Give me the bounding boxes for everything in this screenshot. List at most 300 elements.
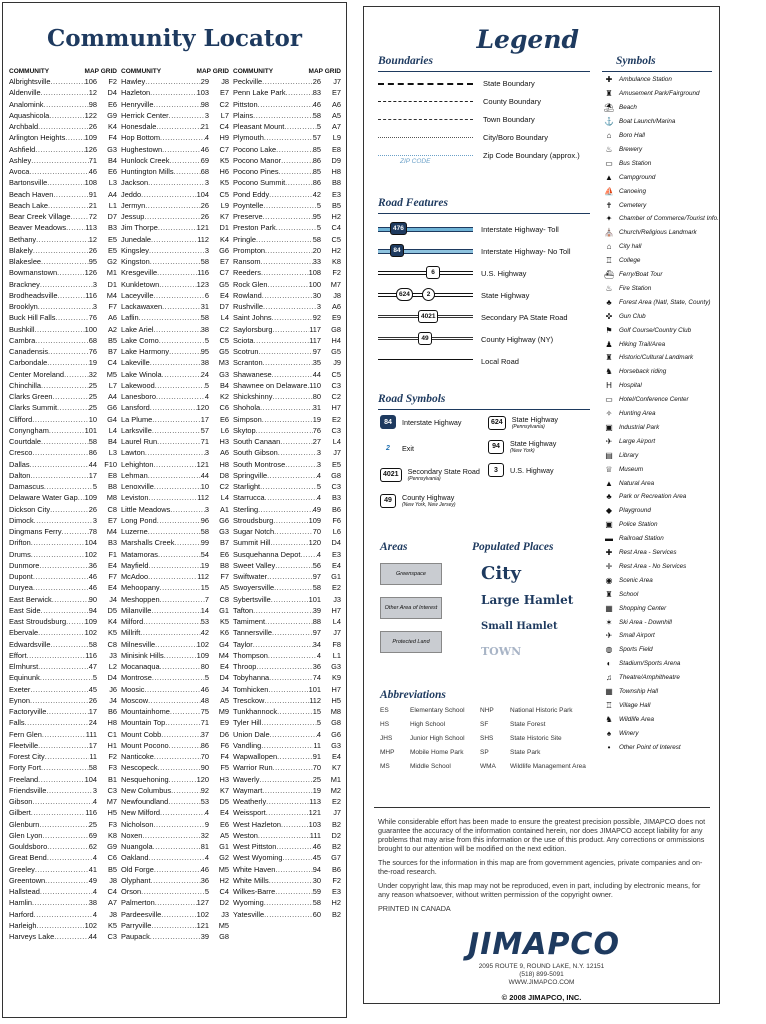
community-row xyxy=(121,830,229,841)
community-row xyxy=(233,504,341,515)
leader-dots xyxy=(47,357,89,368)
grid-ref: H7 xyxy=(331,605,341,615)
community-row xyxy=(233,267,341,278)
community-row xyxy=(9,121,117,132)
grid-ref: B1 xyxy=(107,774,117,784)
community-row xyxy=(121,920,229,931)
grid-ref: M5 xyxy=(218,864,229,874)
grid-ref: E6 xyxy=(219,414,229,424)
leader-dots xyxy=(272,391,312,402)
leader-dots xyxy=(51,76,85,87)
community-row xyxy=(121,852,229,863)
leader-dots xyxy=(31,807,85,818)
leader-dots xyxy=(41,380,89,391)
map-page: 44 xyxy=(88,932,97,941)
community-name: Weissport xyxy=(233,808,266,818)
disclaimer-paragraph: While considerable effort has been made to ensure the greatest precision possible, JIMAPCO does not guarantee the accuracy of the information contained herein, nor does JIMAPCO accept liability for any problems that may arise from this information or the use of this product. Any corrections or ommissions brought to our attention will be modified on the next edition. xyxy=(378,817,706,853)
grid-ref: D4 xyxy=(107,88,117,98)
community-row xyxy=(121,672,229,683)
community-name: Great Bend xyxy=(9,853,47,863)
community-row xyxy=(121,234,229,245)
map-symbol-icon: ♞ xyxy=(605,714,613,724)
community-row xyxy=(233,357,341,368)
road-feature-label: Interstate Highway- Toll xyxy=(481,224,559,234)
community-name: Rowland xyxy=(233,290,262,300)
symbol-item xyxy=(602,198,720,212)
grid-ref: K5 xyxy=(107,920,117,930)
grid-ref: F3 xyxy=(108,819,117,829)
leader-dots xyxy=(149,492,198,503)
leader-dots xyxy=(267,571,313,582)
community-name: Greeley xyxy=(9,864,35,874)
leader-dots xyxy=(160,661,201,672)
symbol-label: Cemetery xyxy=(619,201,647,209)
community-name: Hawley xyxy=(121,77,146,86)
leader-dots xyxy=(153,99,200,110)
grid-ref: F6 xyxy=(220,740,229,750)
community-row xyxy=(9,909,117,920)
community-name: McAdoo xyxy=(121,572,149,581)
map-symbol-icon: ▭ xyxy=(605,395,613,405)
symbol-item xyxy=(602,726,720,740)
map-page: 26 xyxy=(200,212,209,221)
grid-ref: A5 xyxy=(219,583,229,593)
leader-dots xyxy=(155,639,197,650)
map-page: 31 xyxy=(200,302,209,311)
grid-ref: H7 xyxy=(331,403,341,413)
community-name: Mehoopany xyxy=(121,583,160,593)
grid-ref: E2 xyxy=(331,414,341,424)
symbol-label: City hall xyxy=(619,243,642,251)
populated-town: TOWN xyxy=(481,645,522,658)
leader-dots xyxy=(275,864,312,875)
community-name: Milnesville xyxy=(121,639,156,649)
abbreviation-code: SF xyxy=(480,721,489,728)
leader-dots xyxy=(274,582,313,593)
boundary-line-sample xyxy=(378,114,473,124)
map-page: 103 xyxy=(308,819,321,829)
symbol-label: Stadium/Sports Arena xyxy=(619,660,681,668)
community-row xyxy=(233,110,341,121)
map-page: 19 xyxy=(312,414,321,424)
community-name: Center Moreland xyxy=(9,369,65,379)
boundary-item xyxy=(378,147,608,163)
road-line-sample xyxy=(378,222,473,236)
map-page: 12 xyxy=(88,88,97,98)
community-row xyxy=(233,245,341,256)
abbreviation-code: SP xyxy=(480,749,489,756)
community-row xyxy=(9,751,117,762)
map-page: 56 xyxy=(312,560,321,570)
symbol-label: Bus Station xyxy=(619,159,652,167)
community-name: Gouldsboro xyxy=(9,842,48,851)
grid-ref: L4 xyxy=(332,437,341,446)
map-page: 70 xyxy=(312,527,321,536)
grid-ref: K8 xyxy=(331,257,341,266)
grid-ref: M1 xyxy=(330,774,341,784)
community-row xyxy=(233,402,341,413)
map-page: 58 xyxy=(200,527,209,536)
leader-dots xyxy=(66,616,85,627)
symbol-label: Forest Area (Natl, State, County) xyxy=(619,298,711,306)
grid-ref: A7 xyxy=(331,122,341,131)
community-row xyxy=(9,245,117,256)
community-name: Brooklyn xyxy=(9,302,38,311)
community-name: Ashley xyxy=(9,155,32,165)
community-row xyxy=(121,515,229,526)
community-row xyxy=(121,931,229,942)
community-row xyxy=(233,537,341,548)
community-row xyxy=(233,785,341,796)
community-row xyxy=(9,222,117,233)
road-shield-icon: 49 xyxy=(418,332,432,345)
map-symbol-icon: ✧ xyxy=(605,409,613,419)
grid-ref: M5 xyxy=(106,369,117,379)
community-row xyxy=(233,594,341,605)
map-page: 83 xyxy=(312,88,321,98)
community-name: East Stroudsburg xyxy=(9,617,67,626)
community-row xyxy=(9,875,117,886)
leader-dots xyxy=(32,414,88,425)
leader-dots xyxy=(148,177,205,188)
community-row xyxy=(233,132,341,143)
symbol-label: Shopping Center xyxy=(619,604,667,612)
community-row xyxy=(121,414,229,425)
leader-dots xyxy=(170,706,201,717)
map-page: 4 xyxy=(316,729,321,739)
community-row xyxy=(233,391,341,402)
map-symbol-icon: ◐ xyxy=(606,659,612,669)
community-name: Scotrun xyxy=(233,347,259,356)
grid-ref: A5 xyxy=(219,830,229,840)
map-symbol-icon: ♣ xyxy=(606,492,612,502)
road-feature-label: Local Road xyxy=(481,356,519,366)
symbol-item xyxy=(602,323,720,337)
community-name: Tafton xyxy=(233,605,254,615)
boundary-item xyxy=(378,93,608,109)
symbols-heading: Symbols xyxy=(616,55,656,67)
grid-ref: G9 xyxy=(107,842,117,851)
community-row xyxy=(9,549,117,560)
map-symbol-icon: ⛵ xyxy=(604,186,614,196)
community-row xyxy=(121,222,229,233)
grid-ref: L7 xyxy=(220,110,229,120)
symbols-rule xyxy=(602,71,712,72)
grid-ref: A5 xyxy=(219,695,229,705)
road-feature-item xyxy=(378,241,618,261)
map-page: 94 xyxy=(88,605,97,615)
road-symbol-label: State Highway xyxy=(511,415,559,424)
map-page: 4 xyxy=(92,797,97,806)
community-name: Jeddo xyxy=(121,189,142,199)
grid-ref: D5 xyxy=(219,797,229,806)
leader-dots xyxy=(141,886,205,897)
road-symbol-text xyxy=(510,466,554,475)
leader-dots xyxy=(156,121,200,132)
map-page: 19 xyxy=(200,560,209,570)
leader-dots xyxy=(169,346,201,357)
grid-ref: K7 xyxy=(331,763,341,773)
community-row xyxy=(233,807,341,818)
leader-dots xyxy=(34,909,93,920)
community-row xyxy=(121,706,229,717)
road-symbol-shield-icon: 49 xyxy=(380,494,396,508)
community-row xyxy=(121,785,229,796)
map-page: 59 xyxy=(312,887,321,896)
map-page: 101 xyxy=(84,425,97,435)
symbol-item xyxy=(602,87,720,101)
community-row xyxy=(121,605,229,616)
leader-dots xyxy=(32,796,92,807)
grid-ref: F7 xyxy=(220,572,229,581)
grid-ref: E7 xyxy=(219,88,229,98)
grid-ref: F4 xyxy=(108,133,117,143)
grid-ref: G3 xyxy=(107,144,117,154)
grid-ref: J7 xyxy=(333,448,341,458)
leader-dots xyxy=(41,762,89,773)
legend-title: Legend xyxy=(476,25,579,54)
boundary-label: Zip Code Boundary (approx.) xyxy=(483,150,580,160)
grid-ref: H5 xyxy=(107,808,117,818)
community-name: Laceyville xyxy=(121,290,154,300)
community-name: Preserve xyxy=(233,212,263,221)
community-name: Forty Fort xyxy=(9,763,42,773)
leader-dots xyxy=(39,819,88,830)
grid-ref: B4 xyxy=(107,437,117,446)
map-page: 69 xyxy=(88,830,97,840)
map-page: 120 xyxy=(308,538,321,548)
community-row xyxy=(233,436,341,447)
grid-ref: M4 xyxy=(106,527,117,536)
grid-ref: C4 xyxy=(219,122,229,131)
road-line-sample xyxy=(378,310,473,324)
community-row xyxy=(233,830,341,841)
community-row xyxy=(121,436,229,447)
grid-ref: K5 xyxy=(219,617,229,626)
grid-ref: D8 xyxy=(219,470,229,480)
community-row xyxy=(9,616,117,627)
grid-ref: C8 xyxy=(107,504,117,514)
symbol-item xyxy=(602,490,720,504)
state-shield-icon: 2 xyxy=(422,288,435,301)
community-row xyxy=(121,144,229,155)
leader-dots xyxy=(160,582,201,593)
grid-ref: K7 xyxy=(219,785,229,795)
community-name: Stroudsburg xyxy=(233,515,274,525)
disclaimer-rule xyxy=(374,807,710,808)
leader-dots xyxy=(66,222,85,233)
symbol-item xyxy=(602,434,720,448)
community-row xyxy=(9,177,117,188)
map-page: 25 xyxy=(312,774,321,784)
road-line-sample xyxy=(378,354,473,368)
symbol-item xyxy=(602,657,720,671)
road-feature-item xyxy=(378,307,618,327)
map-page: 4 xyxy=(316,549,321,559)
map-page: 11 xyxy=(313,740,321,750)
road-feature-label: State Highway xyxy=(481,290,530,300)
map-page: 11 xyxy=(89,752,97,761)
community-row xyxy=(233,796,341,807)
abbreviation-code: NHP xyxy=(480,707,494,714)
community-row xyxy=(9,639,117,650)
symbol-label: Hunting Area xyxy=(619,410,656,418)
community-name: Plains xyxy=(233,110,254,120)
road-features-rule xyxy=(378,213,590,214)
boundaries-heading: Boundaries xyxy=(378,55,433,67)
map-page: 45 xyxy=(312,853,321,863)
community-name: Kresgeville xyxy=(121,268,158,278)
leader-dots xyxy=(35,864,89,875)
community-name: Pocono Manor xyxy=(233,155,282,165)
road-symbol-item xyxy=(380,467,480,482)
leader-dots xyxy=(157,267,197,278)
community-name: Mocanaqua xyxy=(121,662,160,671)
grid-ref: L1 xyxy=(332,650,341,660)
symbol-label: Hospital xyxy=(619,382,642,390)
grid-ref: K2 xyxy=(219,392,229,401)
map-symbol-icon: ⌂ xyxy=(606,131,612,141)
map-page: 4 xyxy=(92,909,97,919)
abbreviation-code: HS xyxy=(380,721,390,728)
symbol-item xyxy=(602,254,720,268)
map-page: 81 xyxy=(200,842,209,851)
map-page: 117 xyxy=(309,335,321,345)
community-row xyxy=(9,380,117,391)
symbol-label: Hiking Trail/Area xyxy=(619,340,666,348)
road-symbol-text xyxy=(512,415,558,430)
grid-ref: M2 xyxy=(330,785,341,795)
community-row xyxy=(9,414,117,425)
map-page: 46 xyxy=(88,167,97,176)
boundary-item xyxy=(378,129,608,145)
column-header xyxy=(121,67,229,76)
community-row xyxy=(9,672,117,683)
community-row xyxy=(233,87,341,98)
map-page: 27 xyxy=(312,437,321,446)
community-row xyxy=(9,785,117,796)
map-symbol-icon: ▲ xyxy=(605,478,613,488)
grid-ref: C3 xyxy=(107,785,117,795)
grid-ref: J4 xyxy=(109,594,117,604)
community-name: Olyphant xyxy=(121,875,151,885)
map-symbol-icon: ◉ xyxy=(605,575,613,585)
map-page: 97 xyxy=(312,347,321,356)
community-name: Nescopeck xyxy=(121,763,158,773)
community-row xyxy=(9,684,117,695)
abbreviation-code: ES xyxy=(380,707,389,714)
grid-ref: J9 xyxy=(333,358,341,368)
symbol-item xyxy=(602,407,720,421)
leader-dots xyxy=(266,807,309,818)
community-row xyxy=(233,897,341,908)
community-row xyxy=(121,616,229,627)
grid-ref: H8 xyxy=(107,718,117,728)
community-name: Avoca xyxy=(9,167,30,176)
community-row xyxy=(9,717,117,728)
grid-ref: E3 xyxy=(331,189,341,199)
community-name: Lehighton xyxy=(121,459,154,469)
community-row xyxy=(121,751,229,762)
map-page: 121 xyxy=(196,459,209,469)
leader-dots xyxy=(284,121,317,132)
leader-dots xyxy=(269,672,313,683)
website[interactable]: WWW.JIMAPCO.COM xyxy=(508,979,575,986)
road-symbol-text xyxy=(402,444,414,453)
community-row xyxy=(233,166,341,177)
leader-dots xyxy=(27,650,86,661)
community-row xyxy=(121,267,229,278)
grid-ref: C8 xyxy=(219,594,229,604)
community-name: Pardeesville xyxy=(121,909,162,919)
community-row xyxy=(233,492,341,503)
leader-dots xyxy=(149,560,201,571)
grid-ref: E6 xyxy=(219,549,229,559)
symbol-label: Ski Area - Downhill xyxy=(619,618,672,626)
map-symbol-icon: ✶ xyxy=(605,617,613,627)
symbol-label: Fire Station xyxy=(619,284,652,292)
leader-dots xyxy=(253,110,313,121)
community-name: Little Meadows xyxy=(121,504,171,514)
map-page: 70 xyxy=(200,752,209,761)
symbol-item xyxy=(602,685,720,699)
map-page: 12 xyxy=(88,234,97,244)
map-symbol-icon: ▲ xyxy=(605,172,613,182)
community-row xyxy=(233,515,341,526)
leader-dots xyxy=(156,391,205,402)
leader-dots xyxy=(42,830,88,841)
leader-dots xyxy=(55,312,88,323)
leader-dots xyxy=(31,549,85,560)
symbol-item xyxy=(602,268,720,282)
community-name: Blakeslee xyxy=(9,257,42,266)
community-name: Courtdale xyxy=(9,437,42,446)
map-page: 108 xyxy=(84,178,97,188)
community-name: Sweet Valley xyxy=(233,560,276,570)
grid-ref: K4 xyxy=(107,617,117,626)
community-name: Rock Glen xyxy=(233,279,268,289)
map-page: 76 xyxy=(312,425,321,435)
symbol-item xyxy=(602,615,720,629)
road-shield-icon: 84 xyxy=(390,244,404,257)
community-name: Drums xyxy=(9,549,31,559)
leader-dots xyxy=(277,751,313,762)
community-name: Cambra xyxy=(9,335,36,345)
leader-dots xyxy=(263,357,313,368)
grid-ref: G5 xyxy=(219,279,229,289)
abbreviation-code: MHP xyxy=(380,749,395,756)
leader-dots xyxy=(261,256,313,267)
symbol-item xyxy=(602,156,720,170)
community-name: Nanticoke xyxy=(121,752,154,761)
grid-ref: E5 xyxy=(107,245,117,255)
symbol-label: Campground xyxy=(619,173,656,181)
map-page: 3 xyxy=(92,785,97,795)
community-row xyxy=(121,99,229,110)
leader-dots xyxy=(41,605,89,616)
community-name: Dalton xyxy=(9,470,31,480)
leader-dots xyxy=(261,740,313,751)
map-page: 25 xyxy=(88,380,97,390)
symbol-item xyxy=(602,671,720,685)
leader-dots xyxy=(300,549,316,560)
community-name: Wyoming xyxy=(233,898,264,908)
grid-ref: J8 xyxy=(221,77,229,86)
map-page: 3 xyxy=(204,504,209,514)
community-row xyxy=(121,380,229,391)
map-page: 57 xyxy=(200,425,209,435)
road-symbol-shield-icon: 624 xyxy=(488,416,506,430)
